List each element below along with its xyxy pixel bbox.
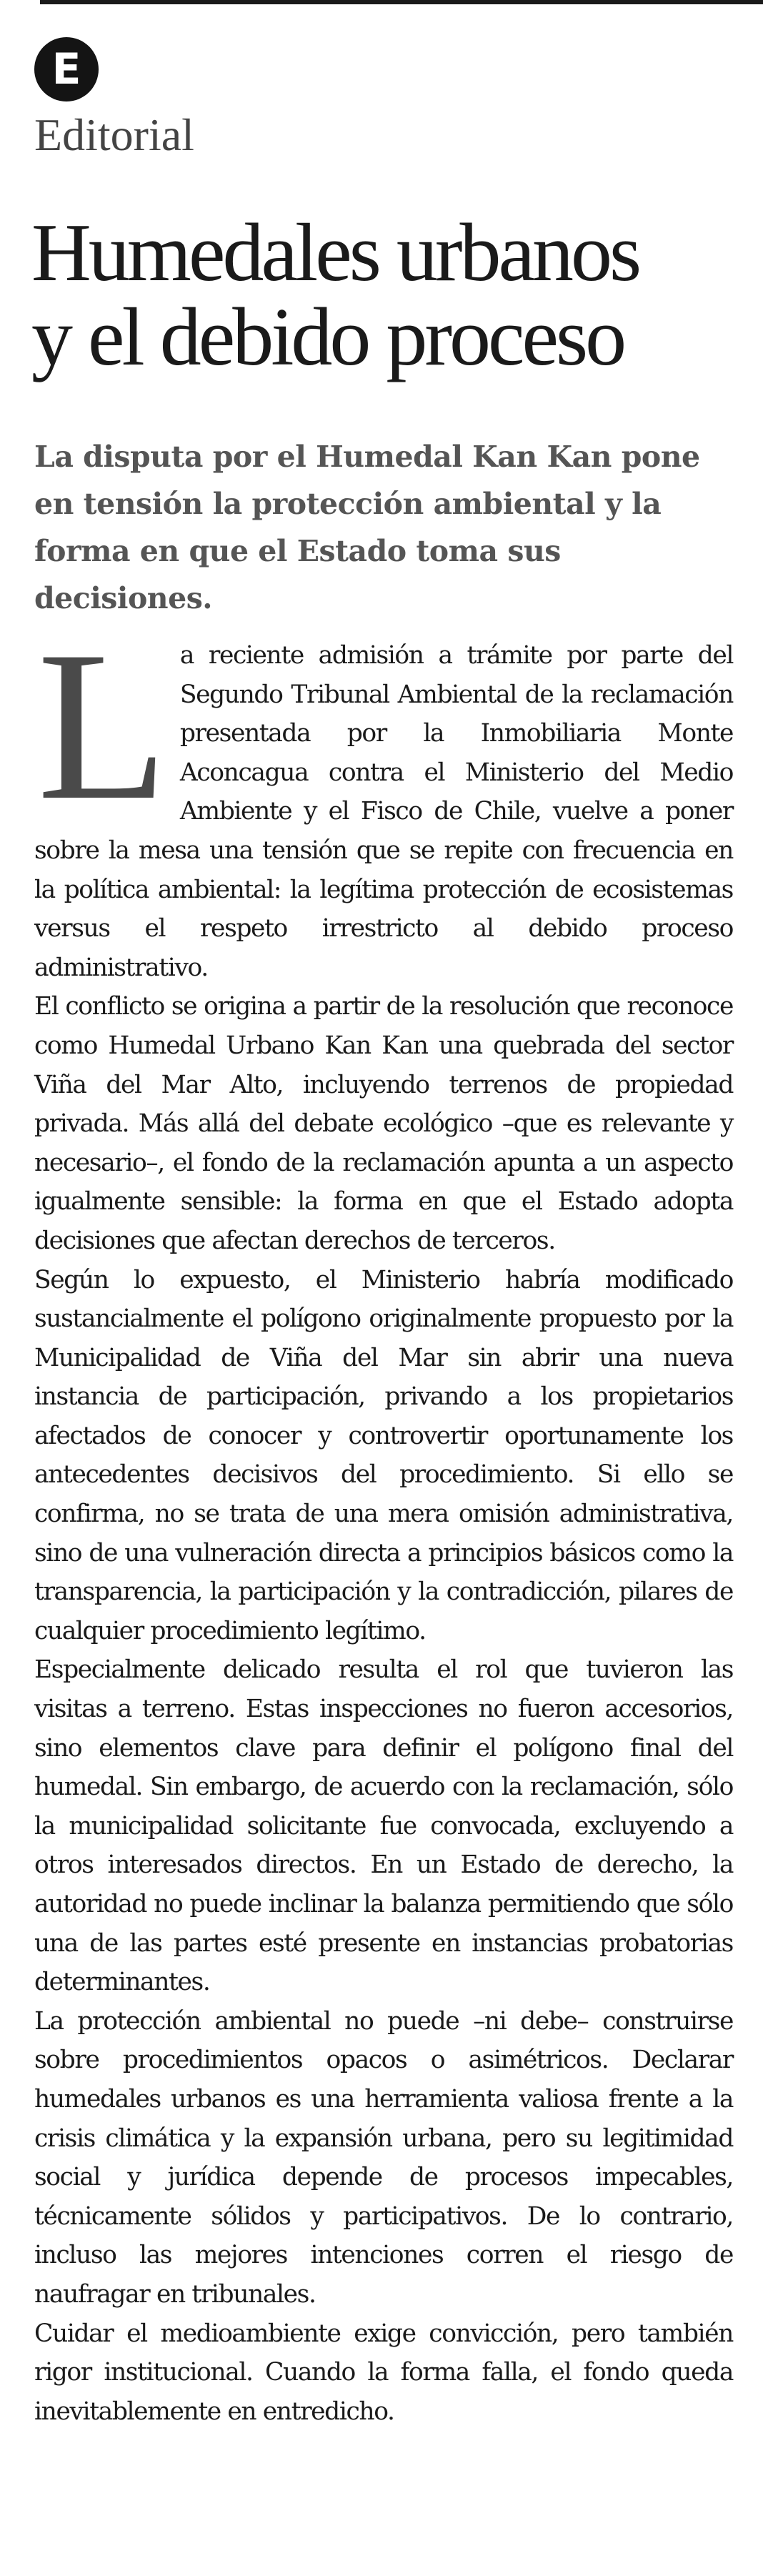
section-header [34,37,194,162]
section-badge-letter: E [51,44,81,94]
paragraph-2: El conflicto se origina a partir de la resolución que reconoce como Humedal Urbano Kan Kan una quebrada del sector Viña del Mar Alto, incluyendo terrenos de propiedad privada. Más allá del debate ecológico –que es relevante y necesario–, el fondo de la reclamación apunta a un aspecto igualmente sensible: la forma en que el Estado adopta decisiones que afectan derechos de terceros. [34,992,733,1255]
paragraph-3: Según lo expuesto, el Ministerio habría modificado sustancialmente el polígono originalmente propuesto por la Municipalidad de Viña del Mar sin abrir una nueva instancia de participación, privando a los propietarios afectados de conocer y controvertir oportunamente los antecedentes decisivos del procedimiento. Si ello se confirma, no se trata de una mera omisión administrativa, sino de una vulneración directa a principios básicos como la transparencia, la participación y la contradicción, pilares de cualquier procedimiento legítimo. [34,1265,733,1645]
headline-line-1: Humedales urbanos [31,207,639,299]
paragraph-4: Especialmente delicado resulta el rol que tuvieron las visitas a terreno. Estas inspecciones no fueron accesorios, sino elementos clave para definir el polígono final del humedal. Sin embargo, de acuerdo con la reclamación, sólo la municipalidad solicitante fue convocada, excluyendo a otros interesados directos. En un Estado de derecho, la autoridad no puede inclinar la balanza permitiendo que sólo una de las partes esté presente en instancias probatorias determinantes. [34,1655,733,1997]
dropcap: L [37,607,167,844]
article-body [34,607,733,2431]
deck: La disputa por el Humedal Kan Kan pone en tensión la protección ambiental y la forma en que el Estado toma sus decisiones. [34,440,700,615]
paragraph-5: La protección ambiental no puede –ni debe– construirse sobre procedimientos opacos o asimétricos. Declarar humedales urbanos es una herramienta valiosa frente a la crisis climática y la expansión urbana, pero su legitimidad social y jurídica depende de procesos impecables, técnicamente sólidos y participativos. De lo contrario, incluso las mejores intenciones corren el riesgo de naufragar en tribunales. [34,2006,733,2309]
headline [31,207,739,383]
top-rule [40,0,763,4]
paragraph-1 [34,607,733,987]
section-badge [34,37,99,101]
paragraph-1-text: a reciente admisión a trámite por parte del Segundo Tribunal Ambiental de la reclamación presentada por la Inmobiliaria Monte Aconcagua contra el Ministerio del Medio Ambiente y el Fisco de Chile, vuelve a poner sobre la mesa una tensión que se repite con frecuencia en la política ambiental: la legítima protección de ecosistemas versus el respeto irrestricto al debido proceso administrativo. [34,641,733,982]
section-label: Editorial [34,109,194,160]
paragraph-6: Cuidar el medioambiente exige convicción, pero también rigor institucional. Cuando la forma falla, el fondo queda inevitablemente en entredicho. [34,2319,733,2426]
headline-line-2: y el debido proceso [31,292,624,383]
